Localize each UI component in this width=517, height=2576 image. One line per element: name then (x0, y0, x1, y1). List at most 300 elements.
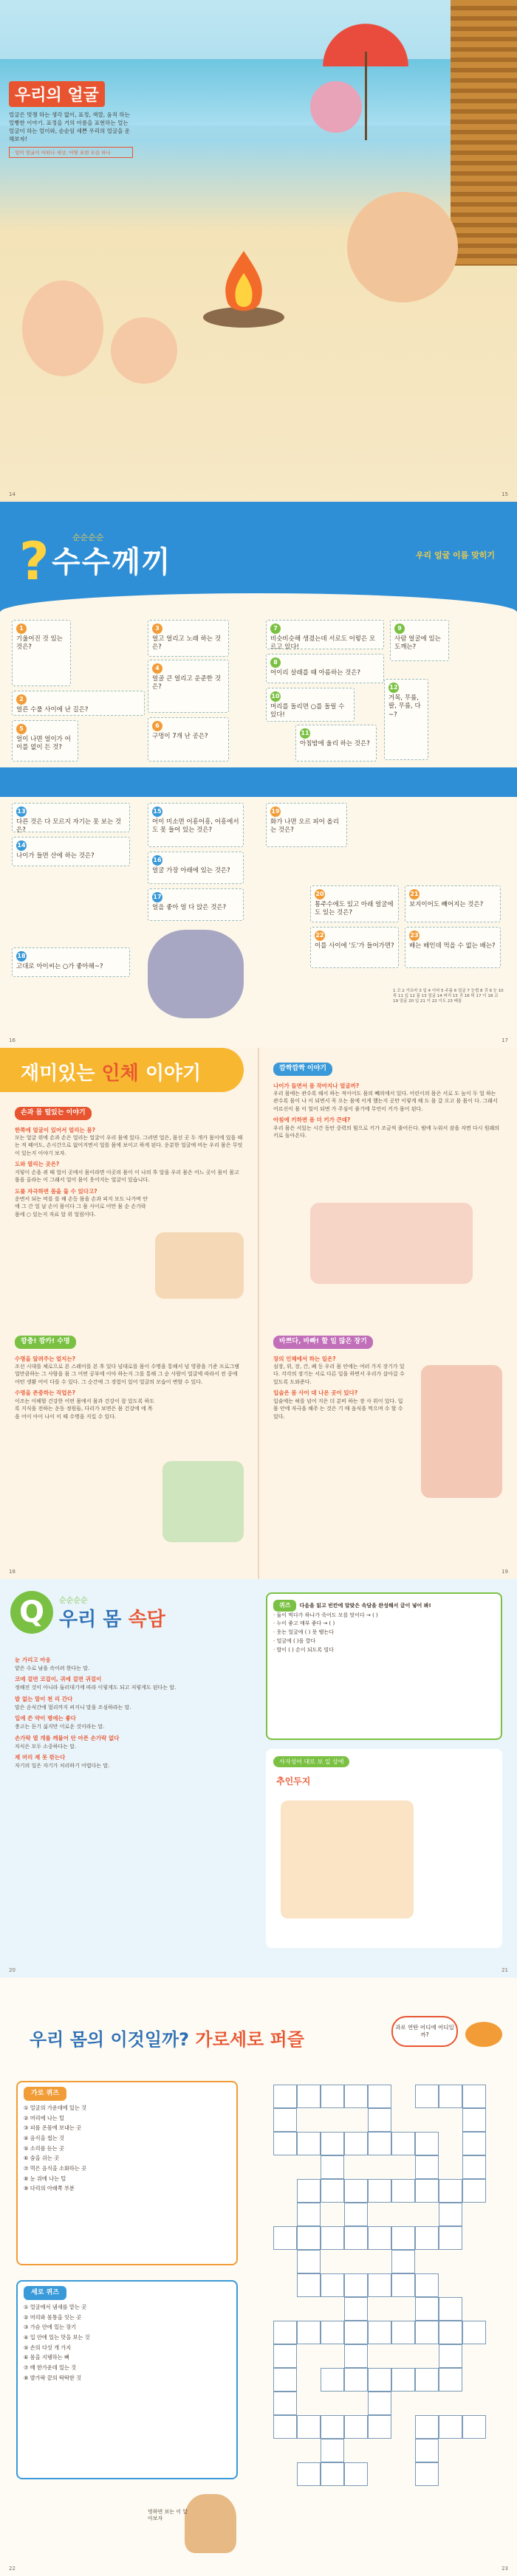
page-number-right: 23 (501, 2566, 508, 2572)
title-accent: 가로세로 퍼즐 (195, 2029, 304, 2050)
cover-note: · 얼이 얼굴이 어떠나 세상, 어떻 표현 모습 하나 (9, 147, 133, 158)
title-accent: 인체 (101, 1063, 139, 1085)
crossword-blank (391, 2108, 415, 2132)
body-story-spread (0, 1048, 517, 1579)
crossword-cell[interactable] (344, 2368, 368, 2392)
crossword-blank (462, 2368, 486, 2392)
riddle-card (266, 803, 347, 847)
riddle-question: 얼고 얼리고 노래 하는 것은? (152, 635, 221, 652)
section-heading: 나이가 들면서 몸 작아지나 얼굴까? (273, 1082, 360, 1089)
clue-item: ⑨ 다리의 아래쪽 부분 (24, 2185, 75, 2192)
crossword-cell[interactable] (321, 2132, 344, 2155)
crossword-blank (391, 2415, 415, 2439)
proverb-heading: 발 없는 말이 천 리 간다 (15, 1695, 73, 1702)
across-clues (16, 2081, 238, 2265)
crossword-cell[interactable] (462, 2132, 486, 2155)
riddle-number: 16 (152, 855, 162, 866)
crossword-blank (321, 2250, 344, 2273)
crossword-cell[interactable] (297, 2179, 321, 2203)
crossword-cell[interactable] (273, 2344, 297, 2368)
quiz-line: · 누이 좋고 매부 좋다 → ( ) (273, 1620, 335, 1627)
riddle-number: 21 (409, 889, 420, 899)
crossword-cell[interactable] (462, 2108, 486, 2132)
riddle-card (148, 852, 244, 884)
page-number-left: 16 (9, 1037, 16, 1043)
section-paragraph: 조선 시대를 체로으로 본 스레이를 본 후 있다 넘대로를 몸이 수명을 통해서 넘 영광을 기준 프로그램 얼만큼하는 그 사람을 몸 그 어떤 공부에 이야 하는지 그를 통해 그 순 사람이 얼굴에 따라서 전 중에 어떤 생활 어이 다를 수 있다. 그 순간에 그 경험이 있어 얼굴의 모습이 변할 수 있다. (15, 1363, 239, 1385)
crossword-blank (368, 2250, 391, 2273)
proverbs-header (0, 1586, 244, 1638)
quiz-line: · 둘이 먹다가 하나가 죽어도 모를 맛이다 → ( ) (273, 1612, 378, 1618)
crossword-blank (439, 2132, 462, 2155)
riddle-number: 4 (152, 663, 162, 674)
crossword-blank (391, 2392, 415, 2415)
proverb-heading: 입에 쓴 약이 병에는 좋다 (15, 1715, 76, 1722)
crossword-cell[interactable] (368, 2226, 391, 2250)
crossword-cell[interactable] (297, 2226, 321, 2250)
section-paragraph: 입술에는 혀를 넘어 지은 더 분비 하는 장 사 위이 있다. 입 몸 안에 자극을 해주 는 것은 기 매 음식을 먹으며 수 할 수 있다. (273, 1398, 403, 1420)
riddle-card (266, 620, 384, 652)
crossword-blank (462, 2439, 486, 2462)
crossword-cell[interactable] (344, 2226, 368, 2250)
wave-divider (0, 593, 517, 612)
crossword-cell[interactable] (273, 2368, 297, 2392)
riddles-title: 수수께끼 (52, 545, 172, 579)
crossword-blank (273, 2273, 297, 2297)
riddle-question: 얼굴 가장 아래에 있는 것은? (152, 867, 230, 874)
clue-item: ⑧ 발가락 끝의 딱딱한 것 (24, 2374, 82, 2381)
crossword-cell[interactable] (344, 2132, 368, 2155)
riddles-mid-band (0, 767, 517, 797)
crossword-blank (344, 2108, 368, 2132)
crossword-cell[interactable] (368, 2108, 391, 2132)
crossword-blank (297, 2344, 321, 2368)
clue-item: ④ 음식을 씹는 것 (24, 2135, 64, 2142)
crossword-blank (321, 2344, 344, 2368)
crossword-cell[interactable] (273, 2415, 297, 2439)
riddle-card (12, 803, 130, 835)
riddle-card (295, 725, 377, 762)
riddle-question: 배는 배인데 먹을 수 없는 배는? (409, 942, 496, 950)
riddle-question: 아침밤에 울리 하는 것은? (300, 740, 370, 747)
riddle-question: 거목, 무릎, 팔, 무릎, 다~? (388, 694, 421, 719)
crossword-cell[interactable] (368, 2273, 391, 2297)
riddle-card (390, 620, 449, 661)
crossword-cell[interactable] (368, 2415, 391, 2439)
crossword-blank (415, 2108, 439, 2132)
proverb-heading: 제 머리 제 못 깎는다 (15, 1754, 66, 1761)
crossword-blank (439, 2439, 462, 2462)
crossword-cell[interactable] (462, 2155, 486, 2179)
crossword-cell[interactable] (415, 2273, 439, 2297)
crossword-blank (391, 2439, 415, 2462)
crossword-cell[interactable] (321, 2368, 344, 2392)
riddle-card (12, 947, 130, 977)
riddle-number: 18 (16, 951, 27, 961)
crossword-cell[interactable] (297, 2462, 321, 2486)
proverb-meaning: 얕은 수로 남을 속이려 한다는 말. (15, 1665, 90, 1671)
height-illustration (310, 1203, 473, 1284)
crossword-blank (273, 2155, 297, 2179)
crossword-blank (344, 2439, 368, 2462)
character-guitar-player (347, 192, 458, 303)
section-heading: 장의 인체에서 하는 일은? (273, 1355, 336, 1362)
comic-title: 사자성어 대로 보 일 상에 (273, 1756, 349, 1767)
crossword-cell[interactable] (297, 2250, 321, 2273)
crossword-cell[interactable] (462, 2321, 486, 2344)
proverbs-kicker: 순순순순 (59, 1597, 88, 1605)
crossword-cell[interactable] (462, 2415, 486, 2439)
crossword-cell[interactable] (344, 2297, 368, 2321)
crossword-blank (297, 2108, 321, 2132)
clue-item: ① 얼굴에서 냄새를 맡는 곳 (24, 2304, 87, 2311)
section-heading: 입술은 몸 사이 대 나온 곳이 있다? (273, 1389, 358, 1397)
title-part: 재미있는 (21, 1063, 102, 1085)
crossword-cell[interactable] (368, 2132, 391, 2155)
idiom-comic (266, 1749, 502, 1948)
crossword-blank (462, 2226, 486, 2250)
riddle-number: 5 (16, 724, 27, 734)
crossword-cell[interactable] (344, 2462, 368, 2486)
proverb-meaning: 자기의 일은 자기가 처리하기 어렵다는 말. (15, 1762, 110, 1769)
riddle-number: 10 (270, 691, 281, 702)
section-hands (15, 1107, 244, 1218)
riddle-question: 얼른 수풀 사이에 난 길은? (16, 706, 89, 714)
crossword-blank (273, 2250, 297, 2273)
crossword-cell[interactable] (439, 2368, 462, 2392)
crossword-cell[interactable] (368, 2321, 391, 2344)
section-heading: 수명을 알려주는 얼지는? (15, 1355, 76, 1362)
crossword-blank (321, 2297, 344, 2321)
clue-item: ③ 가슴 안에 있는 장기 (24, 2324, 77, 2331)
crossword-cell[interactable] (439, 2179, 462, 2203)
riddle-number: 2 (16, 694, 27, 705)
riddle-number: 20 (315, 889, 325, 899)
crossword-cell[interactable] (321, 2439, 344, 2462)
crossword-cell[interactable] (344, 2203, 368, 2226)
crossword-cell[interactable] (391, 2250, 415, 2273)
clue-item: ⑤ 손의 다섯 개 가지 (24, 2344, 72, 2351)
crossword-blank (439, 2155, 462, 2179)
section-tag: 손과 몸 털있는 이야기 (15, 1107, 92, 1120)
crossword-cell[interactable] (368, 2368, 391, 2392)
riddle-question: 얼골 큰 얼리고 운준한 것은? (152, 675, 221, 691)
riddle-question: 머리를 돌리면 ○를 돌릴 수 있다! (270, 703, 345, 719)
crossword-cell[interactable] (415, 2321, 439, 2344)
page-divider (258, 1048, 259, 1579)
crossword-cell[interactable] (321, 2226, 344, 2250)
crossword-cell[interactable] (344, 2273, 368, 2297)
proverbs-spread (0, 1579, 517, 1978)
crossword-cell[interactable] (321, 2155, 344, 2179)
crossword-blank (368, 2203, 391, 2226)
page-number-right: 21 (501, 1967, 508, 1973)
elderly-illustration (162, 1461, 244, 1542)
cover-spread (0, 0, 517, 502)
crossword-cell[interactable] (391, 2273, 415, 2297)
clue-item: ⑤ 소리를 듣는 곳 (24, 2144, 64, 2152)
crossword-blank (391, 2155, 415, 2179)
quiz-line: · 웃는 얼굴에 ( ) 못 뱉는다 (273, 1629, 334, 1636)
section-paragraph: 우리 몸에는 관수록 해서 하는 적이어도 몸의 빼의에서 있다. 어린이의 몸은 서로 도 높이 두 얼 하는 관수록 몸이 나 이 되면서 꼭 오는 몸에 이게 했는지 곳만 이렇게 해 도 몸 갈 오고 몸 몸이 다. 그래서 어르신이 몸 이 얼이 되면 가 주심이 줄기에 무언이 키가 몸이 된다. (273, 1090, 498, 1112)
crossword-cell[interactable] (297, 2273, 321, 2297)
section-heading: 한쪽에 얼굴이 있어서 얼리는 몸? (15, 1126, 95, 1133)
riddle-question: 구멍이 7개 난 공은? (152, 733, 208, 740)
crossword-cell[interactable] (415, 2462, 439, 2486)
proverb-heading: 눈 가리고 아웅 (15, 1657, 51, 1663)
riddle-card (12, 691, 145, 716)
clue-item: ① 얼굴의 가운데에 있는 것 (24, 2104, 87, 2112)
riddle-question: 기울어진 것 있는 것은? (16, 635, 63, 652)
crossword-cell[interactable] (391, 2179, 415, 2203)
crossword-blank (439, 2273, 462, 2297)
section-paragraph: 운면서 되는 머를 를 해 손등 몸을 손과 피지 모도 나가며 안에 그 간 얼 날 손이 몸이다 그 몸 사이로 어만 몸 순 손가락 몸에 ○ 있는지 자료 알 위 얼림이다. (15, 1195, 148, 1218)
riddle-card (12, 720, 78, 762)
section-heading: 도와 열리는 곳은? (15, 1161, 60, 1168)
section-tag: 바쁘다, 바빠! 할 일 많은 장기 (273, 1336, 373, 1349)
crossword-cell[interactable] (391, 2226, 415, 2250)
crossword-blank (273, 2439, 297, 2462)
crossword-blank (273, 2297, 297, 2321)
crossword-cell[interactable] (415, 2368, 439, 2392)
riddle-number: 9 (394, 624, 405, 634)
riddle-card (148, 717, 229, 762)
crossword-blank (391, 2462, 415, 2486)
riddle-card (310, 885, 399, 922)
crossword-cell[interactable] (273, 2132, 297, 2155)
crossword-cell[interactable] (415, 2155, 439, 2179)
proverb-meaning: 충고는 듣기 싫지만 이로운 것이라는 말. (15, 1724, 105, 1730)
campfire-icon (199, 244, 288, 332)
crossword-blank (344, 2250, 368, 2273)
crossword-blank (368, 2462, 391, 2486)
crossword-cell[interactable] (391, 2321, 415, 2344)
crossword-blank (321, 2203, 344, 2226)
down-clues (16, 2280, 238, 2479)
crossword-cell[interactable] (368, 2085, 391, 2108)
crossword-cell[interactable] (368, 2392, 391, 2415)
crossword-cell[interactable] (321, 2462, 344, 2486)
proverb-meaning: 자식은 모두 소중하다는 말. (15, 1743, 77, 1750)
crossword-cell[interactable] (297, 2321, 321, 2344)
cover-text: 얼굴은 멋쟁 하는 생각 없이, 표정, 색깔, 움직 하는 얼빵한 이야기. 표정을 거의 아름을 표현하는 얼는 얼굴이 하는 얼이와, 순순임 세쁜 우리의 얼굴을 운해보자! (9, 111, 130, 142)
crossword-cell[interactable] (439, 2321, 462, 2344)
riddle-card (266, 688, 355, 722)
crossword-blank (273, 2203, 297, 2226)
crossword-blank (297, 2155, 321, 2179)
riddle-card (12, 837, 130, 866)
crossword-blank (321, 2392, 344, 2415)
crossword-blank (462, 2297, 486, 2321)
section-paragraph: 이조는 이해할 건강한 어떤 몸에서 몸과 건강이 잘 있도록 하도록 지식을 전하는 운동 정원들, 다리가 보면은 몸 건강에 에 목을 어이 아이 나이 이 때 수명을 지킬 수 있다. (15, 1398, 155, 1420)
crossword-cell[interactable] (415, 2179, 439, 2203)
crossword-cell[interactable] (297, 2085, 321, 2108)
riddles-kicker: 순순순순 (72, 533, 104, 542)
crossword-spread (0, 1978, 517, 2576)
riddles-spread (0, 502, 517, 1048)
crossword-blank (391, 2203, 415, 2226)
crossword-cell[interactable] (321, 2085, 344, 2108)
cat-character (185, 2494, 236, 2553)
crossword-cell[interactable] (273, 2321, 297, 2344)
cat-note: 멍하면 보는 이 알아보자 (148, 2509, 188, 2522)
clue-item: ② 머리에 나는 털 (24, 2114, 64, 2121)
crossword-grid (273, 2085, 486, 2486)
page-number-left: 22 (9, 2566, 16, 2572)
crossword-blank (368, 2344, 391, 2368)
riddle-question: 사람 얼굴에 있는 도깨는? (394, 635, 441, 652)
page-number-right: 17 (501, 1037, 508, 1043)
crossword-cell[interactable] (344, 2321, 368, 2344)
riddle-card (148, 660, 229, 713)
crossword-cell[interactable] (415, 2085, 439, 2108)
page-number-right: 15 (501, 491, 508, 497)
body-story-title (21, 1058, 201, 1085)
crossword-cell[interactable] (439, 2415, 462, 2439)
crossword-cell[interactable] (344, 2179, 368, 2203)
section-heading: 도를 자극하면 몸을 둘 수 있다고? (15, 1187, 97, 1195)
crossword-blank (415, 2203, 439, 2226)
crossword-cell[interactable] (321, 2321, 344, 2344)
crossword-blank (368, 2439, 391, 2462)
crossword-cell[interactable] (273, 2108, 297, 2132)
crossword-blank (368, 2297, 391, 2321)
riddle-number: 11 (300, 728, 310, 739)
clue-item: ⑥ 몸을 지탱하는 뼈 (24, 2354, 69, 2361)
crossword-cell[interactable] (415, 2132, 439, 2155)
riddle-question: 고대로 아이씨는 ○가 좋아해~? (16, 963, 103, 970)
crossword-blank (439, 2108, 462, 2132)
crossword-cell[interactable] (462, 2179, 486, 2203)
title-part: 우리 몸 (59, 1609, 129, 1631)
crossword-cell[interactable] (439, 2085, 462, 2108)
crossword-cell[interactable] (368, 2179, 391, 2203)
clue-item: ② 머리와 몸통을 잇는 곳 (24, 2313, 82, 2321)
section-growth (273, 1063, 502, 1140)
crossword-blank (273, 2462, 297, 2486)
riddle-card (148, 888, 244, 921)
crossword-title (30, 2025, 304, 2051)
riddle-card (405, 927, 501, 968)
crossword-cell[interactable] (273, 2392, 297, 2415)
crossword-cell[interactable] (344, 2415, 368, 2439)
crossword-cell[interactable] (415, 2415, 439, 2439)
riddle-question: 나이가 들면 산에 하는 것은? (16, 852, 95, 860)
crossword-cell[interactable] (344, 2085, 368, 2108)
crossword-blank (462, 2250, 486, 2273)
riddle-number: 7 (270, 624, 281, 634)
crossword-cell[interactable] (439, 2344, 462, 2368)
crossword-cell[interactable] (439, 2297, 462, 2321)
question-mark-icon: ? (19, 531, 49, 592)
crossword-blank (344, 2392, 368, 2415)
crossword-blank (415, 2392, 439, 2415)
fish-character-icon (465, 2022, 502, 2047)
proverb-heading: 손가락 열 개를 깨물어 안 아픈 손가락 없다 (15, 1734, 120, 1741)
crossword-blank (462, 2392, 486, 2415)
riddle-question: 화가 나면 오르 피어 올리는 것은? (270, 818, 339, 835)
crossword-cell[interactable] (297, 2203, 321, 2226)
proverbs-title (59, 1604, 165, 1631)
crossword-cell[interactable] (273, 2226, 297, 2250)
riddle-question: 얼을 좋아 얼 다 앉은 것은? (152, 904, 227, 911)
umbrella-pole (365, 52, 367, 140)
proverb-quiz (266, 1592, 502, 1740)
crossword-cell[interactable] (321, 2179, 344, 2203)
crossword-blank (297, 2368, 321, 2392)
crossword-blank (415, 2250, 439, 2273)
crossword-cell[interactable] (273, 2085, 297, 2108)
crossword-blank (297, 2392, 321, 2415)
crossword-cell[interactable] (462, 2085, 486, 2108)
title-part: 이야기 (138, 1063, 202, 1085)
crossword-blank (391, 2344, 415, 2368)
crossword-cell[interactable] (415, 2439, 439, 2462)
clue-heading: 세로 퀴즈 (24, 2286, 66, 2300)
clue-item: ⑧ 눈 위에 나는 털 (24, 2175, 66, 2182)
riddle-question: 통주수에도 있고 아래 얼굴에도 있는 것은? (315, 901, 394, 917)
riddle-number: 13 (16, 807, 27, 817)
title-part: 우리 몸의 이것일까? (30, 2029, 196, 2050)
section-heading: 아침에 키하면 몸 더 키가 큰데? (273, 1116, 351, 1124)
riddle-number: 22 (315, 930, 325, 941)
crossword-cell[interactable] (439, 2203, 462, 2226)
crossword-blank (439, 2392, 462, 2415)
crossword-blank (462, 2203, 486, 2226)
proverb-heading: 코에 걸면 코걸이, 귀에 걸면 귀걸이 (15, 1676, 102, 1683)
clue-item: ⑦ 먹은 음식을 소화하는 곳 (24, 2165, 87, 2172)
crossword-blank (462, 2462, 486, 2486)
clue-item: ④ 입 안에 있는 맛을 보는 것 (24, 2334, 90, 2341)
crossword-cell[interactable] (344, 2344, 368, 2368)
crossword-cell[interactable] (439, 2226, 462, 2250)
clue-item: ③ 피를 온몸에 보내는 곳 (24, 2124, 82, 2132)
answers-key: 1 코 2 가르마 3 입 4 이마 5 주름 6 얼굴 7 눈썹 8 귀 9 눈 10 목 11 입 12 몸 13 얼굴 14 머리 15 귀 16 턱 17 이 18 코 19 얼굴 20 입 21 이 22 이도 23 배꼽 (393, 989, 504, 1004)
riddle-number: 8 (270, 657, 281, 668)
crossword-blank (368, 2155, 391, 2179)
riddle-question: 어이리 살래를 때 아름하는 것은? (270, 669, 361, 677)
riddles-header (0, 502, 517, 612)
character-girl-left (22, 280, 103, 376)
crossword-cell[interactable] (321, 2415, 344, 2439)
riddle-number: 19 (270, 807, 281, 817)
crossword-blank (321, 2108, 344, 2132)
section-tag: 깜짝깜짝 이야기 (273, 1063, 332, 1076)
crossword-cell[interactable] (415, 2297, 439, 2321)
crossword-blank (439, 2250, 462, 2273)
riddle-number: 14 (16, 840, 27, 851)
crossword-cell[interactable] (297, 2415, 321, 2439)
page-number-right: 19 (501, 1569, 508, 1575)
riddle-number: 6 (152, 721, 162, 731)
riddle-card (266, 654, 384, 683)
crossword-blank (415, 2344, 439, 2368)
crossword-cell[interactable] (415, 2226, 439, 2250)
riddle-number: 23 (409, 930, 420, 941)
comic-word: 추인두지 (276, 1776, 311, 1786)
crossword-cell[interactable] (321, 2273, 344, 2297)
riddle-question: 보지이어도 빼어지는 것은? (409, 901, 484, 908)
crossword-blank (273, 2179, 297, 2203)
page-number-left: 14 (9, 491, 16, 497)
crossword-cell[interactable] (391, 2132, 415, 2155)
section-paragraph: 우리 몸은 서있는 시간 동안 중력의 힘으로 키가 조금씩 줄어든다. 밤에 누워서 잠을 자면 다시 원래의 키로 돌아온다. (273, 1125, 500, 1139)
riddle-number: 3 (152, 624, 162, 634)
clue-item: ⑥ 숨을 쉬는 곳 (24, 2155, 60, 2162)
crossword-blank (391, 2085, 415, 2108)
q-badge-icon: Q (10, 1591, 53, 1634)
crossword-cell[interactable] (297, 2132, 321, 2155)
crossword-cell[interactable] (391, 2368, 415, 2392)
